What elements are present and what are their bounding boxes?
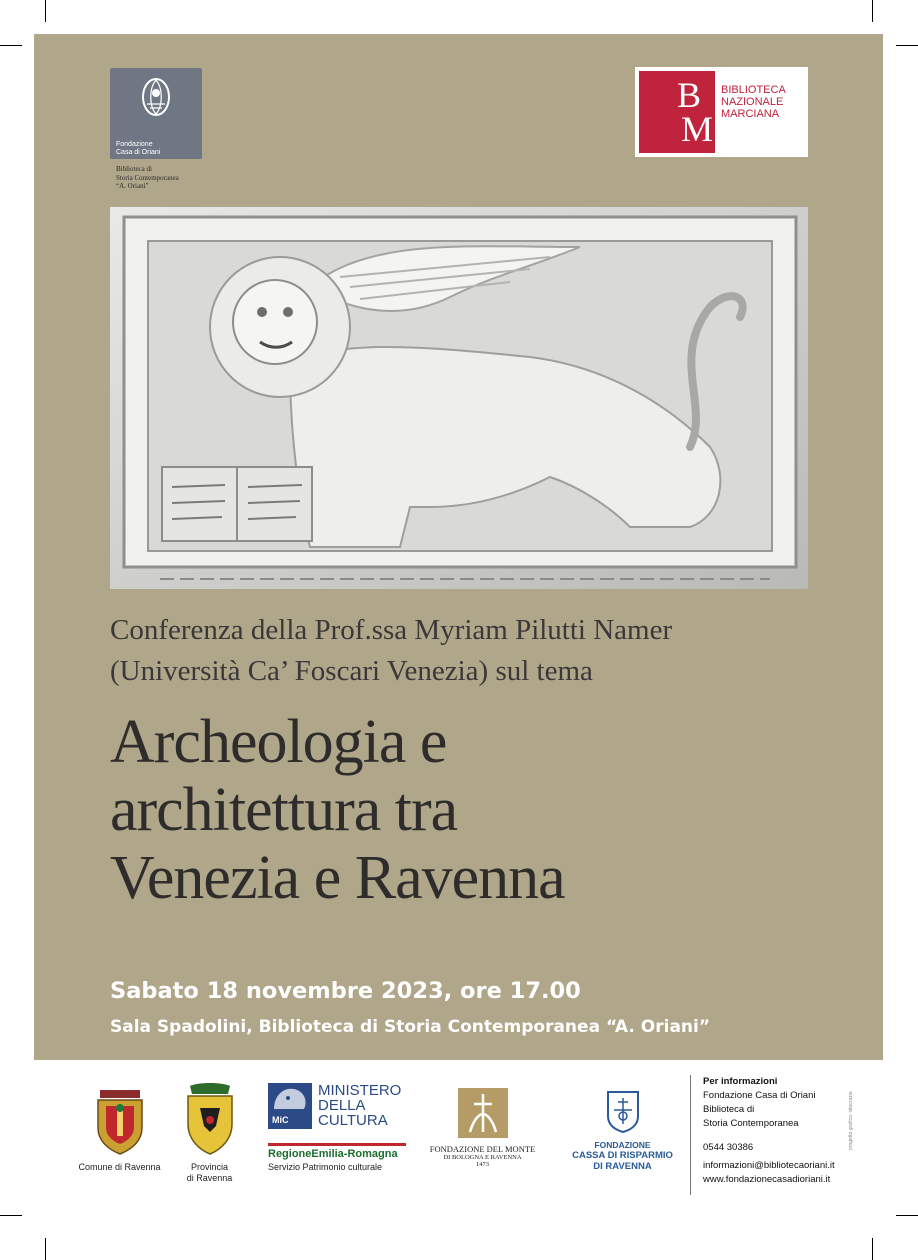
regione-bar — [268, 1143, 406, 1146]
cassa-crest-icon — [604, 1088, 642, 1134]
comune-crest-icon — [90, 1080, 150, 1158]
regione-sub-label: Servizio Patrimonio culturale — [268, 1162, 383, 1172]
info-line: Biblioteca di — [703, 1104, 755, 1115]
monogram-b: B — [677, 75, 702, 115]
cassa-line-1: FONDAZIONE — [594, 1140, 651, 1150]
regione-label: RegioneEmilia-Romagna — [268, 1148, 398, 1160]
crop-mark — [0, 1215, 22, 1216]
fondazione-monte-logo — [425, 1088, 540, 1168]
crop-mark — [896, 1215, 918, 1216]
event-date: Sabato 18 novembre 2023, ore 17.00 — [110, 978, 581, 1004]
ministero-cultura-logo — [268, 1083, 408, 1172]
lion-head-icon — [268, 1083, 312, 1115]
monte-year: 1473 — [476, 1161, 489, 1168]
title-line-2: architettura tra — [110, 776, 458, 844]
monte-emblem-icon — [458, 1088, 508, 1138]
ministero-name — [318, 1083, 401, 1128]
mic-label: MiC — [272, 1115, 289, 1125]
title-line-3: Venezia e Ravenna — [110, 844, 565, 912]
subtitle-line-1: Conferenza della Prof.ssa Myriam Pilutti Namer — [110, 614, 673, 646]
crop-mark — [872, 0, 873, 22]
fondazione-cassa-logo — [570, 1088, 675, 1172]
event-venue: Sala Spadolini, Biblioteca di Storia Contemporanea “A. Oriani” — [110, 1017, 711, 1037]
cassa-line-3: DI RAVENNA — [593, 1161, 652, 1172]
cassa-line-2: CASSA DI RISPARMIO — [572, 1150, 673, 1161]
mic-badge — [268, 1083, 312, 1129]
ministero-block — [268, 1083, 408, 1131]
info-phone: 0544 30386 — [703, 1142, 754, 1153]
marciana-name: BIBLIOTECA NAZIONALE MARCIANA — [721, 84, 786, 120]
conference-title — [110, 708, 850, 912]
info-line: Fondazione Casa di Oriani — [703, 1090, 816, 1101]
provincia-label: Provincia di Ravenna — [186, 1162, 233, 1183]
title-line-1: Archeologia e — [110, 708, 447, 776]
crop-mark — [0, 45, 22, 46]
design-credit: progetto grafico: istocrazia — [848, 1091, 854, 1150]
provincia-ravenna-logo — [177, 1080, 242, 1184]
crop-mark — [45, 0, 46, 22]
oriani-logo-name: Fondazione Casa di Oriani — [116, 141, 161, 156]
oriani-emblem-icon — [133, 74, 179, 120]
ministero-line-3: CULTURA — [318, 1112, 388, 1129]
crop-mark — [45, 1238, 46, 1260]
oriani-logo-subtitle: Biblioteca di Storia Contemporanea “A. Oriani” — [116, 165, 179, 190]
comune-label: Comune di Ravenna — [78, 1162, 161, 1172]
info-block — [703, 1075, 835, 1187]
monte-line-1: FONDAZIONE DEL MONTE — [429, 1144, 536, 1154]
info-line: Storia Contemporanea — [703, 1118, 799, 1129]
subtitle-line-2: (Università Ca’ Foscari Venezia) sul tema — [110, 655, 593, 687]
conference-subtitle — [110, 610, 830, 692]
info-heading: Per informazioni — [703, 1076, 778, 1087]
info-website[interactable]: www.fondazionecasadioriani.it — [703, 1174, 831, 1185]
ministero-line-2: DELLA — [318, 1097, 366, 1114]
crop-mark — [896, 45, 918, 46]
fondazione-oriani-logo — [110, 68, 202, 159]
crop-mark — [872, 1238, 873, 1260]
monte-line-2: DI BOLOGNA E RAVENNA — [443, 1154, 522, 1161]
info-divider — [690, 1075, 691, 1195]
ministero-line-1: MINISTERO — [318, 1082, 402, 1099]
marciana-monogram — [639, 71, 715, 153]
comune-ravenna-logo — [72, 1080, 167, 1173]
info-email[interactable]: informazioni@bibliotecaoriani.it — [703, 1160, 835, 1171]
marciana-logo — [635, 67, 808, 157]
provincia-crest-icon — [182, 1080, 238, 1158]
monogram-m: M — [681, 109, 714, 149]
lion-relief-image — [110, 207, 808, 589]
